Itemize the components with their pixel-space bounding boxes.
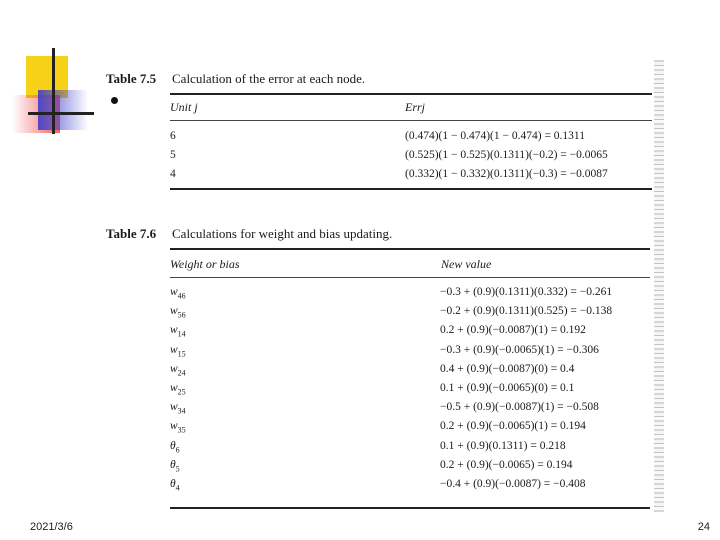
weight-or-bias-cell: $w_{34}$ [170, 401, 186, 416]
weight-or-bias-cell: $w_{24}$ [170, 362, 186, 378]
new-value-cell: 0.1 + (0.9)(−0.0065)(0) = 0.1 [440, 382, 575, 394]
table-7-6-bottom-rule [170, 507, 650, 509]
table-row [170, 168, 650, 186]
weight-or-bias-cell: $w_{46}$ [170, 286, 186, 301]
unit-cell: 4 [170, 168, 176, 180]
table-row [170, 440, 650, 458]
new-value-cell: −0.5 + (0.9)(−0.0087)(1) = −0.508 [440, 401, 599, 414]
table-7-5-caption [106, 71, 365, 87]
new-value-cell: −0.3 + (0.9)(0.1311)(0.332) = −0.261 [440, 286, 613, 298]
new-value-cell: 0.4 + (0.9)(−0.0087)(0) = 0.4 [440, 362, 575, 375]
table-7-5-col1-header: Unit j [170, 100, 198, 114]
table-row [170, 478, 650, 496]
weight-or-bias-cell: $\theta_6$ [170, 439, 180, 454]
weight-or-bias-cell: $\theta_4$ [170, 478, 180, 493]
new-value-cell: 0.1 + (0.9)(0.1311) = 0.218 [440, 439, 566, 452]
table-7-6-caption [106, 226, 392, 242]
table-7-6-number: Table 7.6 [106, 226, 157, 241]
weight-or-bias-cell: $w_{35}$ [170, 420, 186, 435]
new-value-cell: 0.2 + (0.9)(−0.0065) = 0.194 [440, 458, 573, 471]
table-7-5-number: Table 7.5 [106, 71, 157, 86]
table-7-6-top-rule [170, 248, 650, 250]
logo-horizontal-line [28, 112, 94, 115]
table-row [170, 130, 650, 148]
err-cell: (0.474)(1 − 0.474)(1 − 0.474) = 0.1311 [405, 130, 586, 142]
table-row [170, 401, 650, 419]
weight-or-bias-cell: $w_{14}$ [170, 324, 186, 339]
weight-or-bias-cell: $w_{25}$ [170, 382, 186, 397]
table-7-6-title: Calculations for weight and bias updating. [172, 226, 393, 241]
table-7-5-col2-header: Errj [405, 100, 426, 114]
footer-date: 2021/3/6 [30, 521, 73, 533]
logo-vertical-line [52, 48, 55, 134]
table-7-5-header-rule [170, 120, 652, 121]
err-cell: (0.332)(1 − 0.332)(0.1311)(−0.3) = −0.0087 [405, 168, 608, 180]
weight-or-bias-cell: $w_{15}$ [170, 343, 186, 358]
slide-logo [0, 0, 100, 140]
table-row [170, 286, 650, 304]
new-value-cell: 0.2 + (0.9)(−0.0087)(1) = 0.192 [440, 324, 586, 337]
table-row [170, 344, 650, 362]
table-row [170, 382, 650, 400]
err-cell: (0.525)(1 − 0.525)(0.1311)(−0.2) = −0.0065 [405, 149, 608, 161]
new-value-cell: 0.2 + (0.9)(−0.0065)(1) = 0.194 [440, 420, 586, 433]
table-row [170, 459, 650, 477]
table-7-6-header-rule [170, 277, 650, 278]
weight-or-bias-cell: $\theta_5$ [170, 458, 180, 474]
table-row [170, 305, 650, 323]
scan-edge-noise [654, 60, 664, 512]
table-7-5-bottom-rule [170, 188, 652, 190]
unit-cell: 6 [170, 130, 176, 142]
page-number: 24 [697, 521, 710, 533]
logo-blue-square [38, 90, 88, 130]
table-row [170, 420, 650, 438]
unit-cell: 5 [170, 149, 176, 161]
weight-or-bias-cell: $w_{56}$ [170, 305, 186, 320]
scanned-tables [104, 60, 664, 512]
table-7-6-col1-header: Weight or bias [170, 257, 240, 271]
new-value-cell: −0.3 + (0.9)(−0.0065)(1) = −0.306 [440, 343, 599, 356]
table-row [170, 363, 650, 381]
table-7-5-title: Calculation of the error at each node. [172, 71, 366, 86]
table-7-5-top-rule [170, 93, 652, 95]
new-value-cell: −0.2 + (0.9)(0.1311)(0.525) = −0.138 [440, 305, 613, 318]
table-row [170, 324, 650, 342]
new-value-cell: −0.4 + (0.9)(−0.0087) = −0.408 [440, 478, 586, 490]
table-row [170, 149, 650, 167]
table-7-6-col2-header: New value [441, 257, 492, 271]
